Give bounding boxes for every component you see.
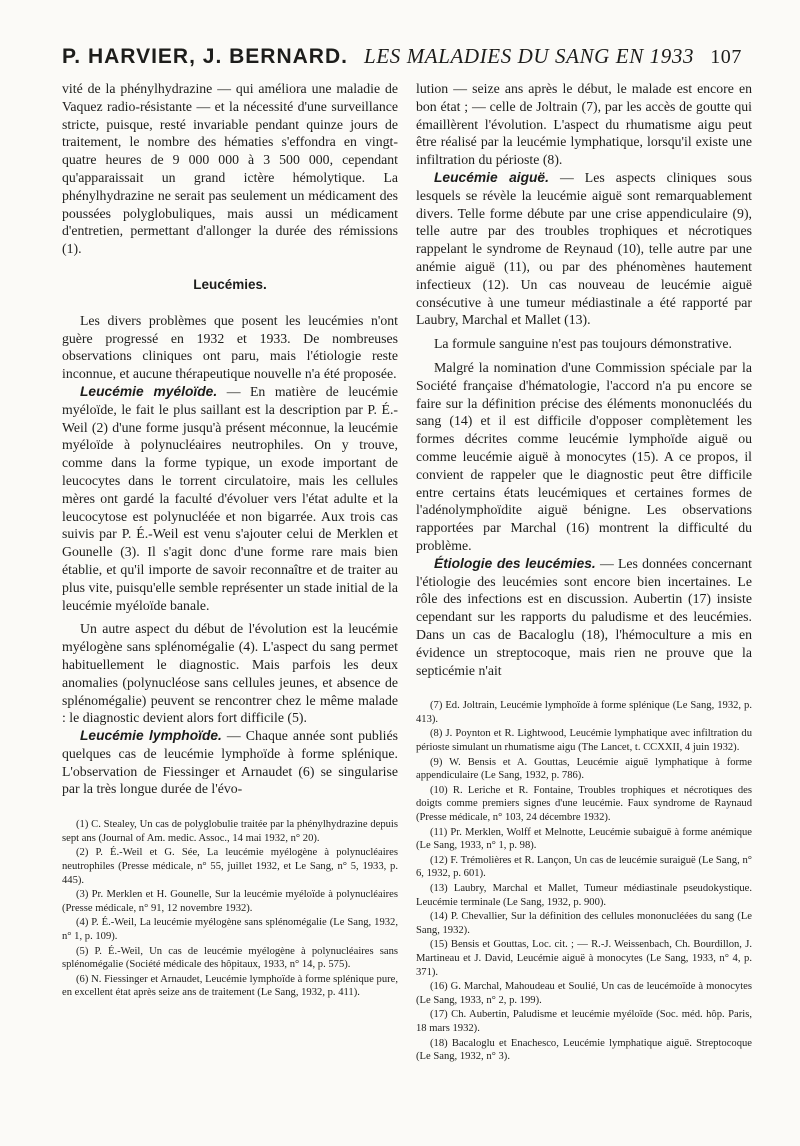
paragraph-etiologie-text: — Les données concernant l'étiologie des leucémies sont encore bien incertaines. Le rôle des infections est en discussion. Aubertin (17) insiste cependant sur les rapports du paludisme et des leucémies. Dans un cas de Bacaloglu (18), l'hémoculture a mis en évidence un streptocoque, mais rien ne prouve que la septicémie n'ait [416,555,752,678]
footnote: (5) P. É.-Weil, Un cas de leucémie myélogène à polynucléaires sans splénomégalie (Société médicale des hôpitaux, 1933, n° 14, p. 575). [62,945,398,971]
paragraph-aigue-text: — Les aspects cliniques sous lesquels se révèle la leucémie aiguë sont remarquablement divers. Telle forme débute par une crise appendiculaire (9), telle autre par des troubles trophiques et nécrotiques rappelant le syndrome de Reynaud (10), telle autre par une anémie aiguë (11), ou par des phénomènes hautement infectieux (12). Un cas nouveau de leucémie aiguë consécutive à une tumeur médiastinale a été rapporté par Laubry, Marchal et Mallet (13). [416,169,752,328]
footnote: (8) J. Poynton et R. Lightwood, Leucémie lymphatique avec infiltration du périoste simulant un rhumatisme aigu (The Lancet, t. CCXXII, 4 juin 1932). [416,728,752,754]
subheading-etiologie: Étiologie des leucémies. [434,555,596,571]
footnote: (11) Pr. Merklen, Wolff et Melnotte, Leucémie subaiguë à forme anémique (Le Sang, 1933, n° 1, p. 98). [416,826,752,852]
paragraph-etiologie [416,555,752,680]
left-column [62,80,398,1001]
footnotes-left [62,818,398,1000]
footnote: (18) Bacaloglu et Enachesco, Leucémie lymphatique aiguë. Streptocoque (Le Sang, 1932, n° 3). [416,1037,752,1063]
right-column [416,80,752,1065]
footnote: (12) F. Trémolières et R. Lançon, Un cas de leucémie suraiguë (Le Sang, n° 6, 1932, p. 601). [416,854,752,880]
footnote: (3) Pr. Merklen et H. Gounelle, Sur la leucémie myéloïde à polynucléaires (Presse médicale, n° 91, 12 novembre 1932). [62,889,398,914]
paragraph-myeloide-text: — En matière de leucémie myéloïde, le fait le plus saillant est la description par P. É.-Weil (2) d'une forme jusqu'à présent méconnue, la leucémie myéloïde à polynucléaires neutrophiles. On y trouve, comme dans la forme typique, un exode important de leucocytes dans le torrent circulatoire, mais les cellules mères ont gardé la faculté d'évoluer vers l'état adulte et la leucocytose est polynucléée et non bigarrée. Aux trois cas suivis par P. É.-Weil est venu s'ajouter celui de Merklen et Gounelle (3). Il s'agit donc d'une forme rare mais bien établie, et qu'il importe de savoir reconnaître et de traiter au plus vite, puisqu'elle semble représenter un stade initial de la leucémie myéloïde banale. [62,383,399,613]
footnote: (14) P. Chevallier, Sur la définition des cellules mononucléées du sang (Le Sang, 1932). [416,911,752,936]
subheading-aigue: Leucémie aiguë. [434,169,549,185]
paragraph-formule: La formule sanguine n'est pas toujours démonstrative. [434,336,732,352]
footnote: (4) P. É.-Weil, La leucémie myélogène sans splénomégalie (Le Sang, 1932, n° 1, p. 109). [62,917,398,943]
section-title-leucemies: Leucémies. [193,276,267,292]
subheading-myeloide: Leucémie myéloïde. [80,383,218,399]
footnotes-right [416,699,752,1063]
paragraph-lution: lution — seize ans après le début, le malade est encore en bon état ; — celle de Joltrain (7), par les accès de goutte qui émaillèrent l'évolution. L'aspect du rhumatisme aigu peut être réalisé par la leucémie lymphatique, lorsqu'il existe une infiltration du périoste (8). [416,81,752,168]
paragraph-phenylhydrazine: vité de la phénylhydrazine — qui améliora une maladie de Vaquez radio-résistante — et la nécessité d'une surveillance stricte, puisque, resté invariable pendant quinze jours de traitement, le nombre des hématies s'effondra en vingt-quatre heures de 9 000 000 à 3 500 000, cependant qu'apparaissait un grand ictère hémolytique. La phénylhydrazine ne serait pas seulement un médicament des poussées polyglobuliques, mais aussi un médicament d'entretien, permettant d'allonger la durée des rémissions (1). [62,81,398,257]
paragraph-lymphoide [62,727,398,798]
header-title: LES MALADIES DU SANG EN 1933 [364,44,695,68]
paragraph-lymphoide-text: — Chaque année sont publiés quelques cas de leucémie lymphoïde à forme splénique. L'observation de Fiessinger et Arnaudet (6) se singularise par la très longue durée de l'évo- [62,728,398,797]
footnote: (17) Ch. Aubertin, Paludisme et leucémie myéloïde (Soc. méd. hôp. Paris, 18 mars 1932). [416,1009,752,1034]
footnote: (10) R. Leriche et R. Fontaine, Troubles trophiques et nécrotiques des doigts comme premiers signes d'une leucémie. Faux syndrome de Raynaud (Presse médicale, n° 103, 24 décembre 1932). [416,784,752,824]
page-number: 107 [710,46,742,68]
header-authors: P. HARVIER, J. BERNARD. [62,45,348,68]
footnote: (1) C. Stealey, Un cas de polyglobulie traitée par la phénylhydrazine depuis sept ans (Journal of Am. medic. Assoc., 14 mai 1932, n° 20). [62,819,398,844]
footnote: (6) N. Fiessinger et Arnaudet, Leucémie lymphoïde à forme splénique pure, en excellent état après seize ans de traitement (Le Sang, 1932, p. 411). [62,973,398,999]
footnote: (2) P. É.-Weil et G. Sée, La leucémie myélogène à polynucléaires neutrophiles (Presse médicale, n° 55, juillet 1932, et Le Sang, n° 5, 1933, p. 445). [62,847,398,886]
running-header [62,44,742,69]
footnote: (7) Ed. Joltrain, Leucémie lymphoïde à forme splénique (Le Sang, 1932, p. 413). [416,700,752,725]
footnote: (13) Laubry, Marchal et Mallet, Tumeur médiastinale pseudokystique. Leucémie terminale (Le Sang, 1932, p. 900). [416,883,752,908]
footnote: (16) G. Marchal, Mahoudeau et Soulié, Un cas de leucémoïde à monocytes (Le Sang, 1933, n° 2, p. 199). [416,981,752,1006]
paragraph-aigue [416,169,752,329]
footnote: (15) Bensis et Gouttas, Loc. cit. ; — R.-J. Weissenbach, Ch. Bourdillon, J. Martineau et J. David, Leucémie aiguë à monocytes (Le Sang, 1933, n° 4, p. 371). [416,939,752,978]
paragraph-myeloide [62,383,398,614]
paragraph-malgre: Malgré la nomination d'une Commission spéciale par la Société française d'hématologie, l'accord n'a pu encore se faire sur la définition précise des éléments mononucléés du sang (14) et il est difficile d'opposer complètement les formes décrites comme leucémie lymphoïde aiguë ou comme leucémie aiguë à monocytes (15). A ce propos, il convient de rappeler que le diagnostic peut être difficile entre certains états leucémiques et certaines formes de l'adénolymphoïdite aiguë bénigne. Les observations rapportées par Marchal (16) montrent la difficulté du problème. [416,359,752,553]
paragraph-divers: Les divers problèmes que posent les leucémies n'ont guère progressé en 1932 et 1933. De nombreuses observations cliniques ont paru, mais l'étiologie reste inconnue, et aucune thérapeutique nouvelle n'a été proposée. [62,312,398,382]
subheading-lymphoide: Leucémie lymphoïde. [80,728,222,744]
paragraph-autre-aspect: Un autre aspect du début de l'évolution est la leucémie myélogène sans splénomégalie (4). L'aspect du sang permet habituellement le diagnostic. Mais parfois les deux anomalies (polynucléose sans cellules jeunes, et absence de splénomégalie) peuvent se rencontrer chez le même malade : le diagnostic devient alors fort difficile (5). [62,621,398,726]
footnote: (9) W. Bensis et A. Gouttas, Leucémie aiguë lymphatique à forme appendiculaire (Le Sang, 1932, p. 786). [416,756,752,782]
